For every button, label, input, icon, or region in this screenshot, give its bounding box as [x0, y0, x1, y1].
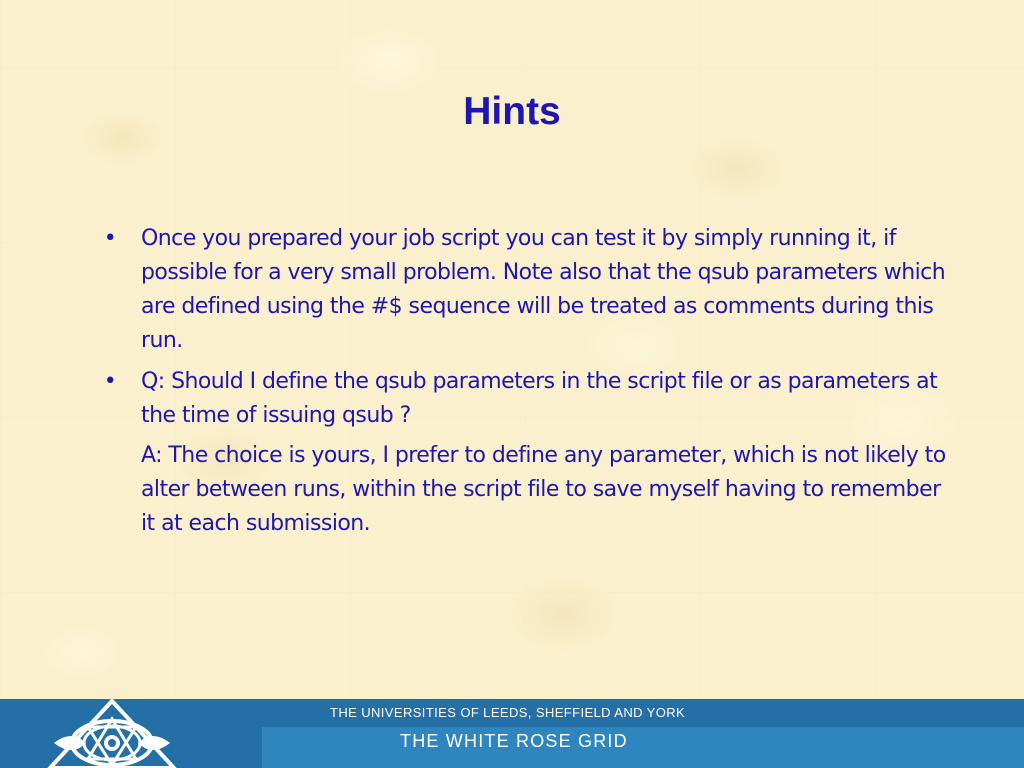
- bullet-item-testing: [100, 222, 950, 358]
- bullet-marker: •: [103, 226, 117, 251]
- footer-universities-text: THE UNIVERSITIES OF LEEDS, SHEFFIELD AND YORK: [330, 705, 686, 720]
- slide-title: Hints: [463, 90, 561, 133]
- footer-banner: [0, 699, 1024, 768]
- answer-text: A: The choice is yours, I prefer to define any parameter, which is not likely to alter between runs, within the script file to save myself having to remember it at each submission.: [141, 443, 946, 536]
- bullet-item-question: [100, 365, 950, 541]
- question-text: Q: Should I define the qsub parameters in the script file or as parameters at the time of issuing qsub ?: [141, 369, 938, 428]
- bullet-marker: •: [103, 369, 117, 394]
- bullet-list: [100, 222, 950, 548]
- white-rose-grid-logo-icon: [42, 699, 182, 768]
- footer-grid-title: THE WHITE ROSE GRID: [400, 731, 628, 751]
- bullet-text: Once you prepared your job script you can test it by simply running it, if possible for a very small problem. Note also that the qsub parameters which are defined using the #$ sequence will be treated as comments during this run.: [141, 226, 946, 353]
